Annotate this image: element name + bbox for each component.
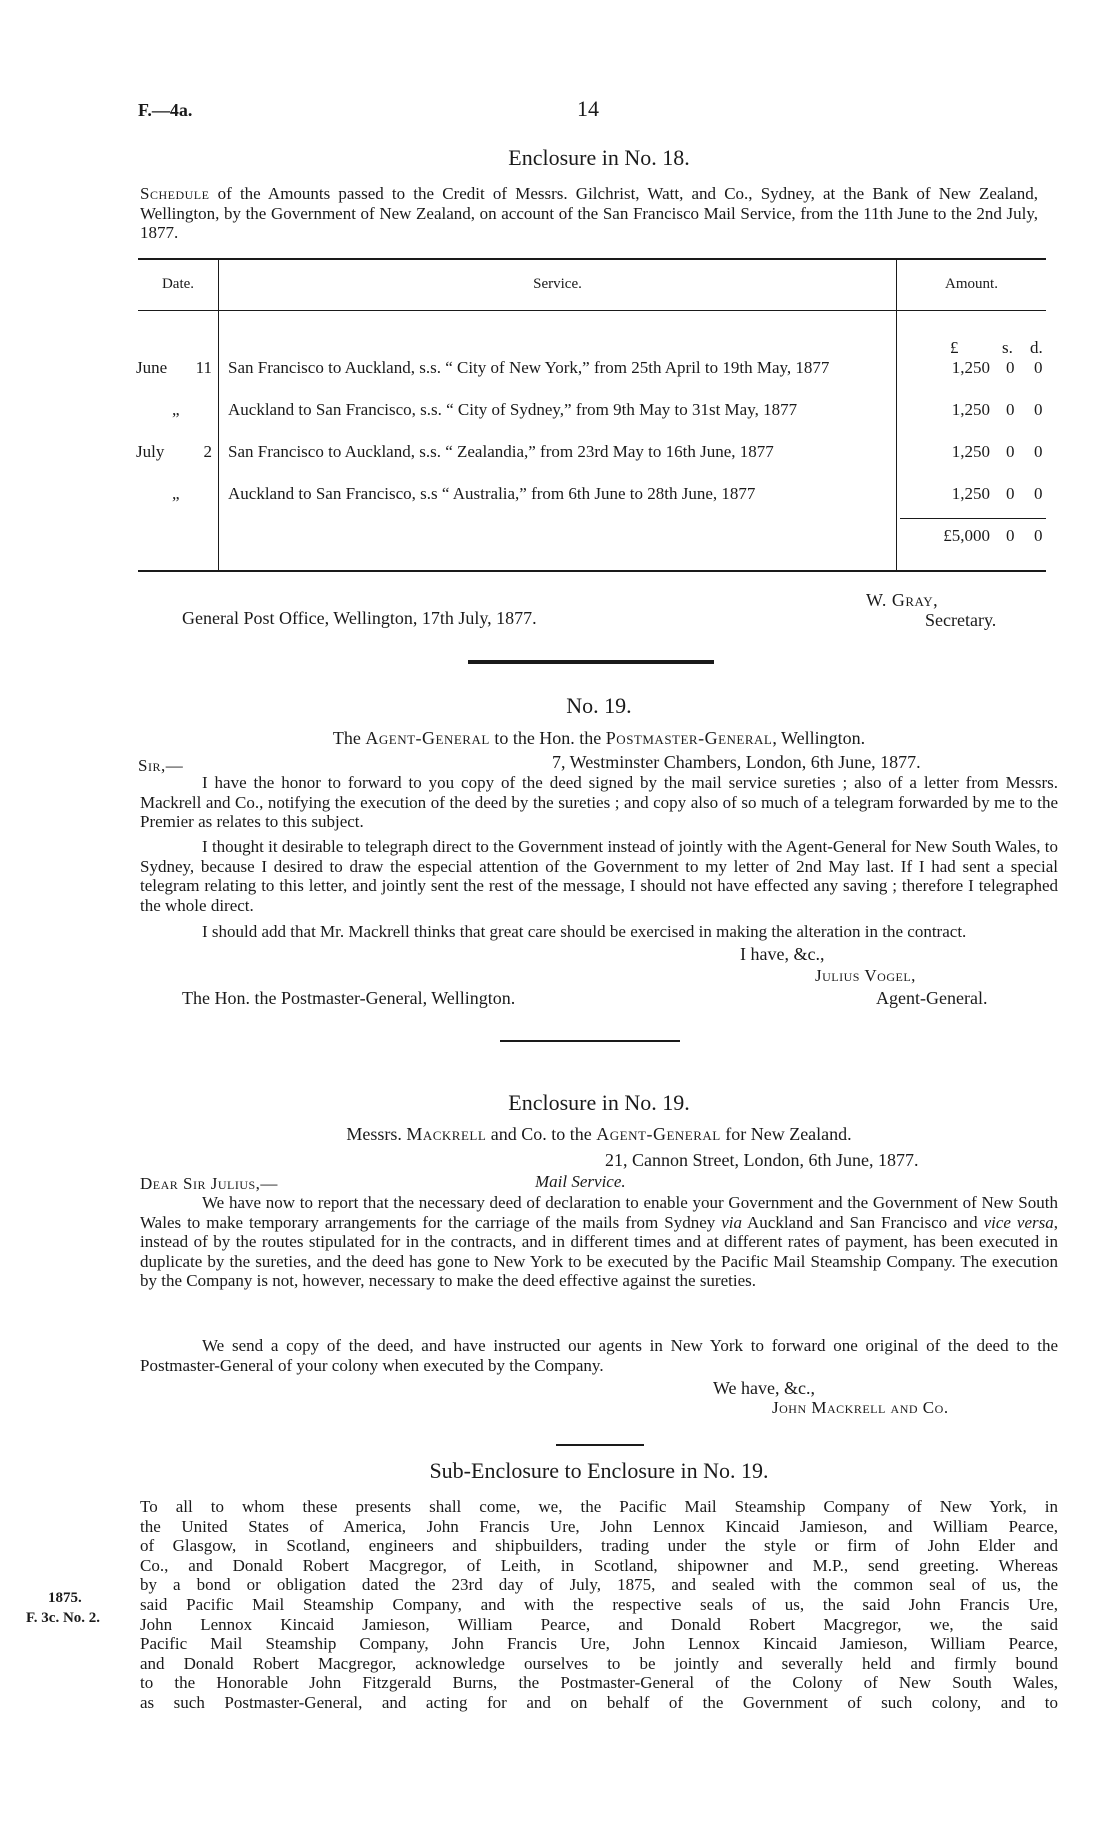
heading-text: for New Zealand. <box>720 1124 852 1144</box>
text-line: John Lennox Kincaid Jamieson, William Pearce, and Donald Robert Macgregor, we, the said <box>140 1614 1058 1634</box>
header-amount: Amount. <box>945 276 998 292</box>
addressee: The Hon. the Postmaster-General, Wellington. <box>182 988 516 1008</box>
row-pence: 0 <box>1034 442 1043 461</box>
header-date: Date. <box>161 276 195 292</box>
table-column-divider <box>896 260 897 570</box>
schedule-lead: Schedule <box>140 184 210 203</box>
letter-paragraph: I thought it desirable to telegraph direct to the Government instead of jointly with the Agent-General for New South Wales, to Sydney, because I desired to draw the especial attention of the Government to my letter of 2nd May last. If I had sent a special telegram relating to this letter, and jointly sent the rest of the message, I should not have effected any saving ; therefore I telegraphed the whole direct. <box>140 837 1058 915</box>
salutation: Dear Sir Julius,— <box>140 1174 278 1193</box>
margin-year: 1875. <box>48 1590 82 1606</box>
schedule-description <box>140 184 1038 243</box>
no-19-title: No. 19. <box>566 693 632 718</box>
row-pounds: 1,250 <box>951 358 990 377</box>
no-19-heading <box>140 728 1058 749</box>
row-shillings: 0 <box>1006 484 1015 503</box>
signer-name <box>866 590 938 611</box>
paragraph-italic: via <box>721 1212 742 1232</box>
text-line: and Donald Robert Macgregor, acknowledge ourselves to be jointly and severally held and firmly bound <box>140 1653 1058 1673</box>
letter-paragraph: I have the honor to forward to you copy of the deed signed by the mail service sureties ; also of a letter from Messrs. Mackrell and Co., notifying the execution of the deed by the sureties ; and copy also of so much of a telegram forwarded by me to the Premier as relates to this subject. <box>140 773 1058 832</box>
signer-title: Agent-General. <box>876 988 988 1008</box>
currency-pence: d. <box>1030 338 1043 357</box>
row-pounds: 1,250 <box>951 400 990 419</box>
currency-pounds: £ <box>950 338 959 357</box>
signer-title: Secretary. <box>925 610 997 630</box>
letter-address: 7, Westminster Chambers, London, 6th June, 1877. <box>552 752 921 772</box>
header-service: Service. <box>533 276 582 292</box>
text-line: Co., and Donald Robert Macgregor, of Leith, in Scotland, shipowner and M.P., send greeting. Whereas <box>140 1555 1058 1575</box>
row-pence: 0 <box>1034 358 1043 377</box>
heading-text: and Co. to the <box>486 1124 597 1144</box>
row-pence: 0 <box>1034 400 1043 419</box>
heading-text: Messrs. <box>346 1124 407 1144</box>
margin-reference: F. 3c. No. 2. <box>26 1610 101 1626</box>
signer-name: Julius Vogel, <box>815 966 916 985</box>
row-service <box>228 484 892 504</box>
row-service-text: Auckland to San Francisco, s.s. “ City of Sydney,” from 9th May to 31st May, 1877 <box>228 400 798 419</box>
text-line: To all to whom these presents shall come, we, the Pacific Mail Steamship Company of New York, in <box>140 1497 1058 1516</box>
heading-agent: Agent-General <box>596 1124 721 1144</box>
row-service-text: San Francisco to Auckland, s.s. “ Zealandia,” from 23rd May to 16th June, 1877 <box>228 442 774 461</box>
heading-agent: Agent-General <box>365 728 490 748</box>
row-pence: 0 <box>1034 484 1043 503</box>
text-line: by a bond or obligation dated the 23rd day of July, 1875, and sealed with the common seal of us, the <box>140 1575 1058 1595</box>
paragraph-text: , instead of by the routes stipulated for in the contracts, and in different times and at different rates of payment, has been executed in duplicate by the sureties, and the deed has gone to New York to be executed by the Pacific Mail Steamship Company. The execution by the Company is not, however, necessary to make the deed effective against the sureties. <box>140 1212 1058 1291</box>
row-service <box>228 442 892 462</box>
text-line: of Glasgow, in Scotland, engineers and shipbuilders, trading under the style or firm of John Elder and <box>140 1536 1058 1556</box>
heading-mackrell: Mackrell <box>406 1124 487 1144</box>
row-month: July <box>136 442 165 461</box>
enclosure-18-title: Enclosure in No. 18. <box>508 145 690 170</box>
section-divider <box>468 660 714 664</box>
row-service <box>228 358 892 378</box>
row-service <box>228 400 892 420</box>
enclosure-19-heading <box>140 1124 1058 1145</box>
row-day: 2 <box>203 442 212 461</box>
currency-shillings: s. <box>1002 338 1013 357</box>
heading-text: to the Hon. the <box>489 728 606 748</box>
letter-paragraph <box>140 1193 1058 1291</box>
text-line: Pacific Mail Steamship Company, John Francis Ure, John Lennox Kincaid Jamieson, William Pearce, <box>140 1634 1058 1654</box>
letter-paragraph: I should add that Mr. Mackrell thinks that great care should be exercised in making the alteration in the contract. <box>202 922 967 941</box>
row-day: 11 <box>195 358 212 377</box>
row-shillings: 0 <box>1006 442 1015 461</box>
row-service-text: Auckland to San Francisco, s.s “ Australia,” from 6th June to 28th June, 1877 <box>228 484 756 503</box>
row-pounds: 1,250 <box>951 484 990 503</box>
row-pounds: 1,250 <box>951 442 990 461</box>
heading-text: The <box>332 728 366 748</box>
row-shillings: 0 <box>1006 358 1015 377</box>
text-line: the United States of America, John Francis Ure, John Lennox Kincaid Jamieson, and William Pearce, <box>140 1516 1058 1536</box>
heading-pm: Postmaster-General <box>605 728 773 748</box>
schedule-text: of the Amounts passed to the Credit of Messrs. Gilchrist, Watt, and Co., Sydney, at the Bank of New Zealand, Wellington, by the Government of New Zealand, on account of the San Francisco Mail Service, from the 11th June to the 2nd July, 1877. <box>140 184 1038 243</box>
row-month: „ <box>172 400 180 419</box>
table-top-rule <box>138 258 1046 260</box>
row-month: „ <box>172 484 180 503</box>
total-shillings: 0 <box>1006 526 1015 545</box>
row-month: June <box>136 358 168 377</box>
paragraph-italic: vice versa <box>983 1212 1054 1232</box>
closing: We have, &c., <box>713 1378 816 1398</box>
section-divider <box>556 1444 644 1446</box>
sub-enclosure-title: Sub-Enclosure to Enclosure in No. 19. <box>429 1458 769 1483</box>
table-bottom-rule <box>138 570 1046 572</box>
text-line: to the Honorable John Fitzgerald Burns, the Postmaster-General of the Colony of New South Wales, <box>140 1673 1058 1693</box>
paragraph-text: We have now to report that the necessary deed of declaration to enable your Government and the Government of New South Wales to make temporary arrangements for the carriage of the mails from Sydney <box>140 1193 1058 1232</box>
page-number: 14 <box>577 96 599 121</box>
signer-name-text: W. Gray, <box>866 590 939 610</box>
document-reference: F.—4a. <box>138 100 193 120</box>
closing: I have, &c., <box>740 944 825 964</box>
total-pounds: £5,000 <box>943 526 990 545</box>
row-shillings: 0 <box>1006 400 1015 419</box>
row-service-text: San Francisco to Auckland, s.s. “ City of New York,” from 25th April to 19th May, 1877 <box>228 358 830 377</box>
total-pence: 0 <box>1034 526 1043 545</box>
salutation: Sir,— <box>138 756 184 775</box>
paragraph-text: Auckland and San Francisco and <box>741 1212 984 1232</box>
text-line: as such Postmaster-General, and acting for and on behalf of the Government of such colony, and to <box>140 1692 1058 1712</box>
letter-paragraph: We send a copy of the deed, and have instructed our agents in New York to forward one original of the deed to the Postmaster-General of your colony when executed by the Company. <box>140 1336 1058 1375</box>
table-header-rule <box>138 310 1046 311</box>
total-rule <box>900 518 1046 519</box>
table-column-divider <box>218 260 219 570</box>
enclosure-19-title: Enclosure in No. 19. <box>508 1090 690 1115</box>
sub-enclosure-text <box>140 1497 1058 1713</box>
section-divider <box>500 1040 680 1042</box>
heading-text: , Wellington. <box>772 728 866 748</box>
place-date: General Post Office, Wellington, 17th July, 1877. <box>182 608 537 628</box>
letter-address: 21, Cannon Street, London, 6th June, 1877. <box>605 1150 919 1170</box>
signer: John Mackrell and Co. <box>772 1398 949 1417</box>
subject: Mail Service. <box>535 1172 626 1191</box>
text-line: said Pacific Mail Steamship Company, and with the respective seals of us, the said John Francis Ure, <box>140 1594 1058 1614</box>
